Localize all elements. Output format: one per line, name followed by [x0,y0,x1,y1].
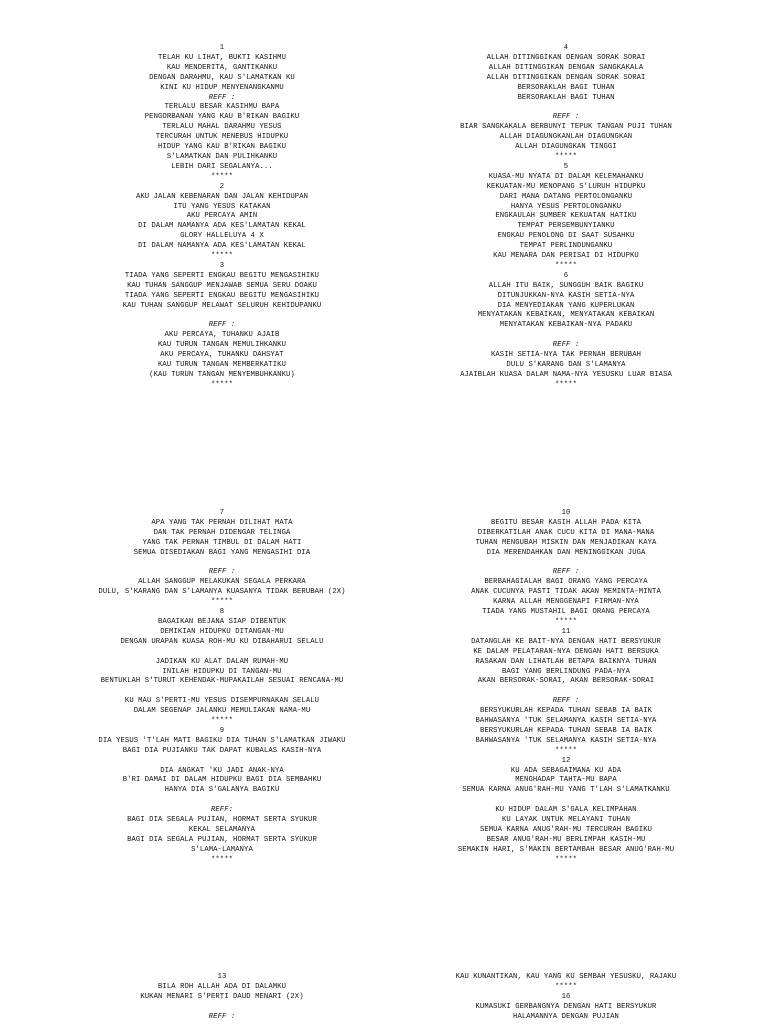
lyric-line: ENGKAULAH SUMBER KEKUATAN HATIKU [495,212,637,221]
lyric-line: TIADA YANG MUSTAHIL BAGI ORANG PERCAYA [482,608,650,617]
lyric-line: LEBIH DARI SEGALANYA... [171,162,273,171]
lyric-line: BAGI DIA SEGALA PUJIAN, HORMAT SERTA SYUKUR [127,835,317,844]
lyric-line: INILAH HIDUPKU DI TANGAN-MU [162,667,282,676]
lyric-line: KAU TUHAN SANGGUP MENJAWAB SEMUA SERU DOAKU [127,281,317,290]
separator-stars: ***** [210,172,234,181]
lyric-line: PENGORBANAN YANG KAU B'RIKAN BAGIKU [144,113,300,122]
lyric-line: DI DALAM NAMANYA ADA KES'LAMATAN KEKAL [138,222,306,231]
lyric-line: KUASA-MU NYATA DI DALAM KELEMAHANKU [488,172,644,181]
lyric-line: AKU PERCAYA, TUHANKU AJAIB [164,331,280,340]
song-number: 9 [219,726,225,735]
lyric-line: KU ADA SEBAGAIMANA KU ADA [510,766,622,775]
separator-stars: ***** [210,855,234,864]
lyric-line: YANG TAK PERNAH TIMBUL DI DALAM HATI [142,538,302,547]
lyric-line: KARNA ALLAH MENGGENAPI FIRMAN-NYA [493,598,639,607]
song-number: 8 [219,608,225,617]
lyric-line: DENGAN URAPAN KUASA ROH-MU KU DIBAHARUI SELALU [120,637,324,646]
lyric-line: HALAMANNYA DENGAN PUJIAN [513,1012,619,1021]
lyric-line: DITUNJUKKAN-NYA KASIH SETIA-NYA [497,291,635,300]
song-block-10-12 [380,509,752,866]
refrain-label: REFF : [208,321,236,330]
song-block-4-6 [380,44,752,391]
lyric-line: BERSORAKLAH BAGI TUHAN [517,83,615,92]
blank-line [380,559,752,569]
lyric-line: BEGITU BESAR KASIH ALLAH PADA KITA [490,518,642,527]
lyric-line: SEMUA DISEDIAKAN BAGI YANG MENGASIHI DIA [133,548,311,557]
separator-stars: ***** [554,261,578,270]
lyric-line: BAGAIKAN BEJANA SIAP DIBENTUK [158,617,286,626]
lyric-line: ALLAH DITINGGIKAN DENGAN SANGKAKALA [488,63,644,72]
refrain-label: REFF : [208,93,236,102]
song-number: 11 [561,627,571,636]
refrain-label: REFF : [552,697,580,706]
song-number: 13 [217,973,227,981]
lyric-line: TUHAN MENGUBAH MISKIN DAN MENJADIKAN KAYA [475,538,657,547]
lyric-line: KAU TURUN TANGAN MEMBERKATIKU [158,361,286,369]
lyric-line: DEMIKIAN HIDUPKU DITANGAN-MU [160,627,284,636]
refrain-label: REFF : [552,113,580,122]
lyric-line: ITU YANG YESUS KATAKAN [173,202,271,211]
lyric-line: BAHWASANYA 'TUK SELAMANYA KASIH SETIA-NYA [475,717,657,726]
separator-stars: ***** [554,617,578,626]
blank-line [36,687,408,697]
lyric-line: DALAM SEGENAP JALANKU MEMULIAKAN NAMA-MU [133,707,311,716]
lyric-line: KU HIDUP DALAM S'GALA KELIMPAHAN [495,806,637,815]
blank-line [36,311,408,321]
lyric-line: (KAU TURUN TANGAN MENYEMBUHKANKU) [149,370,295,379]
lyric-line: KEKUATAN-MU MENOPANG S'LURUH HIDUPKU [486,182,646,191]
lyric-line: MENYATAKAN KEBAIKAN, MENYATAKAN KEBAIKAN [477,311,655,320]
lyric-line: ANAK CUCUNYA PASTI TIDAK AKAN MEMINTA-MINTA [471,588,661,597]
lyric-line: KAU TURUN TANGAN MEMULIHKANKU [158,341,286,350]
lyric-line: KU MAU S'PERTI-MU YESUS DISEMPURNAKAN SELALU [124,697,320,706]
blank-line [36,1003,408,1013]
song-block-13 [36,973,408,1023]
separator-stars: ***** [554,152,578,161]
lyric-line: HANYA YESUS PERTOLONGANKU [510,202,622,211]
lyric-line: KAU MENARA DAN PERISAI DI HIDUPKU [493,252,639,261]
lyric-line: KAU MENDERITA, GANTIKANKU [166,63,278,72]
blank-line [380,331,752,341]
song-number: 2 [219,182,225,191]
lyric-line: ALLAH ITU BAIK, SUNGGUH BAIK BAGIKU [488,281,644,290]
lyric-line: TERCURAH UNTUK MENEBUS HIDUPKU [155,133,289,142]
lyric-line: DIBERKATILAH ANAK CUCU KITA DI MANA-MANA [477,528,655,537]
song-number: 3 [219,261,225,270]
song-number: 4 [563,44,569,52]
lyric-line: BERBAHAGIALAH BAGI ORANG YANG PERCAYA [484,578,648,587]
separator-stars: ***** [210,717,234,726]
lyric-line: DARI MANA DATANG PERTOLONGANKU [499,192,633,201]
song-number: 6 [563,271,569,280]
separator-stars: ***** [554,982,578,991]
lyric-line: BAGI DIA SEGALA PUJIAN, HORMAT SERTA SYUKUR [127,816,317,825]
blank-line [36,757,408,767]
lyric-line: KU LAYAK UNTUK MELAYANI TUHAN [502,816,630,825]
refrain-label: REFF : [208,1012,236,1021]
lyric-line: MENYATAKAN KEBAIKAN-NYA PADAKU [499,321,633,330]
separator-stars: ***** [210,380,234,389]
lyric-line: TEMPAT PERLINDUNGANKU [519,242,613,251]
lyric-line: HANYA DIA S'GALANYA BAGIKU [164,786,280,795]
lyric-line: ALLAH DITINGGIKAN DENGAN SORAK SORAI [486,53,646,62]
lyric-line: DIA ANGKAT 'KU JADI ANAK-NYA [160,766,284,775]
lyric-line: KAU KUNANTIKAN, KAU YANG KU SEMBAH YESUSKU, RAJAKU [455,973,677,981]
lyric-line: BERSYUKURLAH KEPADA TUHAN SEBAB IA BAIK [479,707,653,716]
lyric-line: DIA MENYEDIAKAN YANG KUPERLUKAN [497,301,635,310]
refrain-label: REFF : [552,341,580,350]
blank-line [380,796,752,806]
lyric-line: S'LAMATKAN DAN PULIHKANKU [166,152,278,161]
song-number: 12 [561,756,571,765]
lyric-line: BESAR ANUG'RAH-MU BERLIMPAH KASIH-MU [486,835,646,844]
lyric-line: SEMUA KARNA ANUG'RAH-MU YANG T'LAH S'LAMATKANKU [462,786,670,795]
lyric-line: JADIKAN KU ALAT DALAM RUMAH-MU [155,657,289,666]
lyric-line: BAGI DIA PUJIANKU TAK DAPAT KUBALAS KASIH-NYA [122,746,322,755]
lyric-line: BAGI YANG BERLINDUNG PADA-NYA [502,667,630,676]
lyric-line: DULU, S'KARANG DAN S'LAMANYA KUASANYA TIDAK BERUBAH (2X) [98,588,346,597]
lyric-line: MENGHADAP TAHTA-MU BAPA [515,776,617,785]
refrain-label: REFF : [552,568,580,577]
lyric-line: ALLAH SANGGUP MELAKUKAN SEGALA PERKARA [138,578,306,587]
lyric-line: BERSYUKURLAH KEPADA TUHAN SEBAB IA BAIK [479,726,653,735]
lyric-line: GLORY HALLELUYA 4 X [180,232,264,241]
lyric-line: TIADA YANG SEPERTI ENGKAU BEGITU MENGASIHIKU [124,271,320,280]
blank-line [36,796,408,806]
lyric-line: ALLAH DIAGUNGKANLAH DIAGUNGKAN [499,133,633,142]
song-number: 5 [563,162,569,171]
separator-stars: ***** [554,380,578,389]
lyric-line: ALLAH DIAGUNGKAN TINGGI [515,143,617,152]
separator-stars: ***** [210,252,234,261]
refrain-label: REFF: [210,806,234,815]
lyric-line: BIAR SANGKAKALA BERBUNYI TEPUK TANGAN PUJI TUHAN [460,123,672,132]
separator-stars: ***** [554,855,578,864]
lyric-line: TIADA YANG SEPERTI ENGKAU BEGITU MENGASIHIKU [124,291,320,300]
blank-line [36,648,408,658]
lyric-line: SEMAKIN HARI, S'MAKIN BERTAMBAH BESAR ANUG'RAH-MU [457,845,675,854]
lyric-line: AJAIBLAH KUASA DALAM NAMA-NYA YESUSKU LUAR BIASA [460,370,672,379]
lyric-line: KUKAN MENARI S'PERTI DAUD MENARI (2X) [140,992,304,1001]
lyric-line: BERSORAKLAH BAGI TUHAN [517,93,615,102]
song-number: 10 [561,509,571,517]
lyric-line: DENGAN DARAHMU, KAU S'LAMATKAN KU [149,73,295,82]
lyric-line: DATANGLAH KE BAIT-NYA DENGAN HATI BERSYUKUR [471,637,661,646]
lyric-line: BAHWASANYA 'TUK SELAMANYA KASIH SETIA-NYA [475,736,657,745]
lyric-line: KUMASUKI GERBANGNYA DENGAN HATI BERSYUKUR [475,1002,657,1011]
lyric-line: DIA YESUS 'T'LAH MATI BAGIKU DIA TUHAN S'LAMATKAN JIWAKU [98,736,346,745]
blank-line [380,103,752,113]
lyric-line: DI DALAM NAMANYA ADA KES'LAMATAN KEKAL [138,242,306,251]
song-number: 1 [219,44,225,52]
blank-line [36,559,408,569]
lyric-line: ENGKAU PENOLONG DI SAAT SUSAHKU [497,232,635,241]
lyric-line: TERLALU MAHAL DARAHMU YESUS [162,123,282,132]
lyric-line: DIA MERENDAHKAN DAN MENINGGIKAN JUGA [486,548,646,557]
song-number: 7 [219,509,225,517]
blank-line [380,687,752,697]
lyric-line: BILA ROH ALLAH ADA DI DALAMKU [158,982,286,991]
song-block-16 [380,973,752,1023]
lyric-line: APA YANG TAK PERNAH DILIHAT MATA [151,518,293,527]
lyric-line: HIDUP YANG KAU B'RIKAN BAGIKU [158,143,286,152]
song-block-7-9 [36,509,408,866]
lyric-line: TELAH KU LIHAT, BUKTI KASIHMU [158,53,286,62]
lyric-line: DAN TAK PERNAH DIDENGAR TELINGA [153,528,291,537]
lyric-line: AKU JALAN KEBENARAN DAN JALAN KEHIDUPAN [135,192,309,201]
lyric-line: TEMPAT PERSEMBUNYIANKU [517,222,615,231]
lyric-line: SEMUA KARNA ANUG'RAH-MU TERCURAH BAGIKU [479,826,653,834]
lyric-line: KEKAL SELAMANYA [188,826,256,834]
lyric-line: KINI KU HIDUP MENYENANGKANMU [160,83,284,92]
lyric-line: KASIH SETIA-NYA TAK PERNAH BERUBAH [490,351,642,360]
song-block-1-3 [36,44,408,391]
lyric-line: ALLAH DITINGGIKAN DENGAN SORAK SORAI [486,73,646,82]
lyric-line: RASAKAN DAN LIHATLAH BETAPA BAIKNYA TUHAN [475,657,657,666]
song-number: 16 [561,992,571,1001]
lyric-line: AKU PERCAYA, TUHANKU DAHSYAT [160,351,284,360]
lyric-line: KAU TUHAN SANGGUP MELAWAT SELURUH KEHIDUPANKU [122,301,322,310]
lyric-line: B'RI DAMAI DI DALAM HIDUPKU BAGI DIA SEMBAHKU [122,776,322,785]
separator-stars: ***** [554,746,578,755]
lyric-line: BENTUKLAH S'TURUT KEHENDAK-MUPAKAILAH SESUAI RENCANA-MU [100,677,344,686]
lyric-line: S'LAMA-LAMANYA [191,845,253,854]
lyric-line: AKU PERCAYA AMIN [186,212,258,221]
lyric-line: TERLALU BESAR KASIHMU BAPA [164,103,280,112]
separator-stars: ***** [210,598,234,607]
lyric-line: KE DALAM PELATARAN-NYA DENGAN HATI BERSUKA [473,647,659,656]
lyric-line: AKAN BERSORAK-SORAI, AKAN BERSORAK-SORAI [477,677,655,686]
refrain-label: REFF : [208,568,236,577]
lyric-line: DULU S'KARANG DAN S'LAMANYA [506,361,626,369]
